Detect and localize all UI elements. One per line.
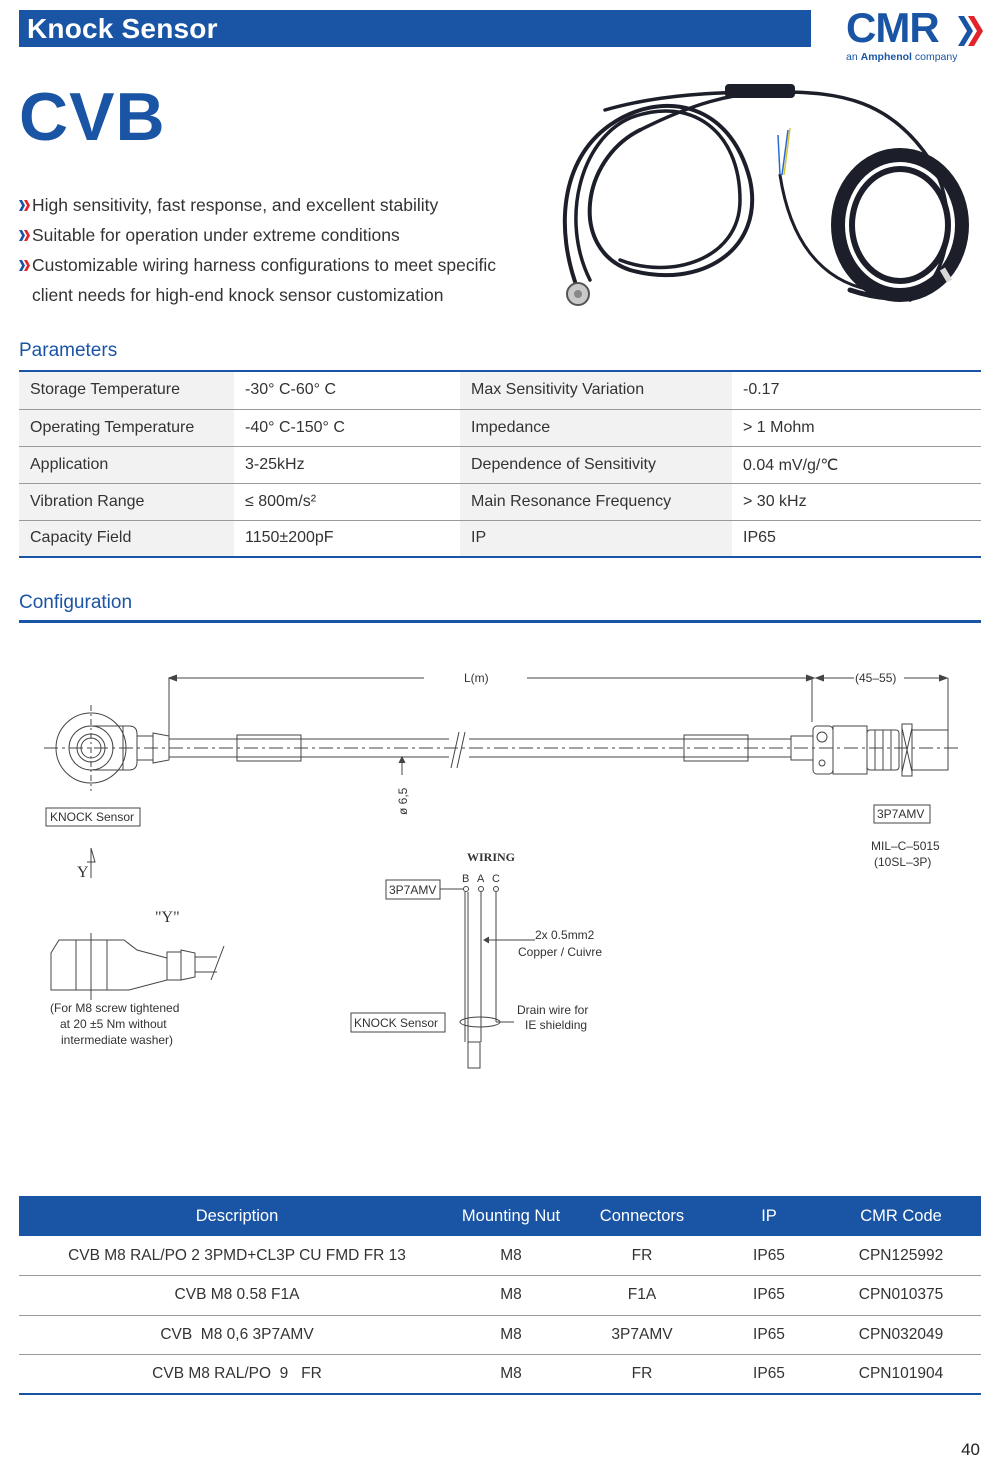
diameter-label: ø 6,5 bbox=[396, 787, 410, 815]
wiring-title: WIRING bbox=[467, 850, 516, 864]
cell-mounting-nut: M8 bbox=[455, 1315, 567, 1355]
drain-note-2: IE shielding bbox=[525, 1018, 588, 1032]
param-value: > 30 kHz bbox=[732, 483, 981, 520]
param-label: Storage Temperature bbox=[19, 372, 234, 409]
column-header: Description bbox=[19, 1196, 455, 1236]
cell-connectors: F1A bbox=[567, 1276, 717, 1316]
cell-description: CVB M8 0,6 3P7AMV bbox=[19, 1315, 455, 1355]
pin-label: C bbox=[492, 873, 500, 885]
feature-item: Customizable wiring harness configurations to meet specific bbox=[19, 250, 496, 280]
banner-title: Knock Sensor bbox=[27, 13, 218, 44]
product-photo bbox=[550, 80, 990, 320]
cell-cmr-code: CPN101904 bbox=[858, 1365, 944, 1382]
cell-ip: IP65 bbox=[717, 1315, 821, 1355]
torque-note-1: (For M8 screw tightened bbox=[50, 1001, 180, 1015]
table-row bbox=[19, 1355, 981, 1395]
configuration-rule bbox=[19, 620, 981, 623]
wiring-connector-tag: 3P7AMV bbox=[389, 883, 437, 897]
double-chevron-icon bbox=[19, 220, 31, 241]
param-label: Impedance bbox=[460, 409, 732, 446]
cell-mounting-nut: M8 bbox=[455, 1276, 567, 1316]
parameter-row bbox=[19, 409, 981, 446]
view-title: "Y" bbox=[155, 909, 180, 926]
feature-item: Suitable for operation under extreme conditions bbox=[19, 220, 496, 250]
parameters-title: Parameters bbox=[19, 340, 118, 361]
param-value: -40° C-150° C bbox=[234, 409, 460, 446]
cell-mounting-nut: M8 bbox=[500, 1365, 522, 1382]
cell-connectors: FR bbox=[631, 1365, 653, 1382]
param-label: Vibration Range bbox=[19, 483, 234, 520]
parameter-row bbox=[19, 483, 981, 520]
table-row bbox=[19, 1276, 981, 1316]
parameter-row bbox=[19, 520, 981, 557]
torque-note-2: at 20 ±5 Nm without bbox=[60, 1017, 167, 1031]
length-label: L(m) bbox=[464, 671, 489, 685]
table-row bbox=[19, 1236, 981, 1276]
pin-label: B bbox=[462, 873, 470, 885]
cell-ip: IP65 bbox=[717, 1276, 821, 1316]
product-title: CVB bbox=[19, 79, 166, 155]
double-chevron-icon bbox=[19, 190, 31, 211]
column-header: CMR Code bbox=[821, 1196, 981, 1236]
cell-description: CVB M8 RAL/PO 2 3PMD+CL3P CU FMD FR 13 bbox=[19, 1236, 455, 1276]
logo-tagline: an Amphenol company bbox=[846, 51, 958, 63]
param-label: Application bbox=[19, 446, 234, 483]
product-codes-table bbox=[19, 1196, 981, 1395]
column-header: IP bbox=[717, 1196, 821, 1236]
connector-length-label: (45–55) bbox=[855, 671, 897, 685]
param-value: 1150±200pF bbox=[234, 520, 460, 557]
param-value: > 1 Mohm bbox=[732, 409, 981, 446]
drain-note-1: Drain wire for bbox=[517, 1003, 589, 1017]
param-value: ≤ 800m/s² bbox=[234, 483, 460, 520]
cell-cmr-code: CPN010375 bbox=[821, 1276, 981, 1316]
header-banner bbox=[19, 10, 811, 47]
cell-ip: IP65 bbox=[753, 1365, 785, 1382]
configuration-drawing bbox=[19, 650, 981, 1090]
param-label: Main Resonance Frequency bbox=[460, 483, 732, 520]
param-value: -30° C-60° C bbox=[234, 372, 460, 409]
cell-connectors: FR bbox=[567, 1236, 717, 1276]
parameter-row bbox=[19, 372, 981, 409]
connector-spec-1: MIL–C–5015 bbox=[871, 839, 940, 853]
feature-item: High sensitivity, fast response, and excellent stability bbox=[19, 190, 496, 220]
column-header: Connectors bbox=[567, 1196, 717, 1236]
connector-tag: 3P7AMV bbox=[877, 807, 925, 821]
cell-connectors: 3P7AMV bbox=[567, 1315, 717, 1355]
configuration-title: Configuration bbox=[19, 592, 133, 613]
cell-ip: IP65 bbox=[717, 1236, 821, 1276]
param-label: Capacity Field bbox=[19, 520, 234, 557]
param-label: IP bbox=[460, 520, 732, 557]
param-value: IP65 bbox=[732, 520, 981, 557]
cmr-logo bbox=[846, 4, 986, 65]
cell-description: CVB M8 0.58 F1A bbox=[19, 1276, 455, 1316]
parameter-row bbox=[19, 446, 981, 483]
feature-item-continuation: client needs for high-end knock sensor customization bbox=[32, 285, 444, 305]
parameters-table bbox=[19, 372, 981, 558]
param-value: 3-25kHz bbox=[234, 446, 460, 483]
logo-wordmark: CMR bbox=[846, 4, 939, 51]
column-header: Mounting Nut bbox=[455, 1196, 567, 1236]
connector-spec-2: (10SL–3P) bbox=[874, 855, 932, 869]
wire-note-1: 2x 0.5mm2 bbox=[535, 928, 595, 942]
view-marker: Y bbox=[77, 864, 89, 881]
logo-chevron-icon bbox=[958, 14, 984, 48]
cell-cmr-code: CPN032049 bbox=[821, 1315, 981, 1355]
table-header-row bbox=[19, 1196, 981, 1236]
wiring-sensor-tag: KNOCK Sensor bbox=[354, 1016, 439, 1030]
param-label: Dependence of Sensitivity bbox=[460, 446, 732, 483]
cell-mounting-nut: M8 bbox=[455, 1236, 567, 1276]
pin-label: A bbox=[477, 873, 485, 885]
cell-description: CVB M8 RAL/PO 9 FR bbox=[152, 1365, 322, 1382]
sensor-tag: KNOCK Sensor bbox=[50, 810, 135, 824]
param-value: 0.04 mV/g/℃ bbox=[732, 446, 981, 483]
param-value: -0.17 bbox=[732, 372, 981, 409]
feature-list bbox=[19, 190, 496, 310]
param-label: Operating Temperature bbox=[19, 409, 234, 446]
torque-note-3: intermediate washer) bbox=[61, 1033, 174, 1047]
table-row bbox=[19, 1315, 981, 1355]
page-number: 40 bbox=[961, 1440, 980, 1459]
cell-cmr-code: CPN125992 bbox=[821, 1236, 981, 1276]
wire-note-2: Copper / Cuivre bbox=[518, 945, 603, 959]
double-chevron-icon bbox=[19, 250, 31, 271]
param-label: Max Sensitivity Variation bbox=[460, 372, 732, 409]
